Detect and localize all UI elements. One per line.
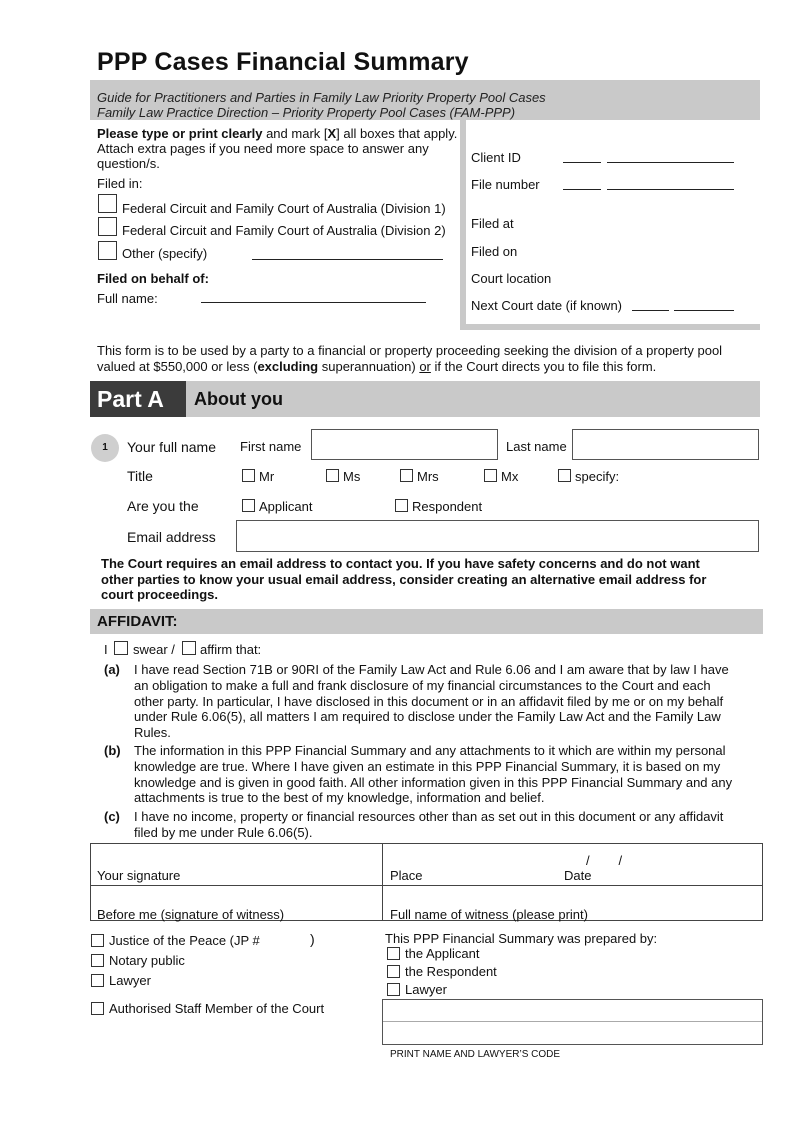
- clause-c-line: I have no income, property or financial resources other than as set out in this document or any affidavit: [134, 809, 724, 824]
- form-use-2a: valued at $550,000 or less (: [97, 359, 258, 374]
- date-label: Date: [564, 868, 592, 883]
- respondent-label: Respondent: [412, 499, 483, 514]
- guide-line-2: Family Law Practice Direction – Priority Property Pool Cases (FAM-PPP): [97, 105, 516, 120]
- email-label: Email address: [127, 529, 216, 545]
- full-name-field[interactable]: [201, 302, 426, 303]
- email-input[interactable]: [236, 520, 759, 552]
- filed-in-other-field[interactable]: [252, 259, 443, 260]
- title-ms-label: Ms: [343, 469, 361, 484]
- next-court-date-field-2[interactable]: [674, 310, 734, 311]
- affirm-label: affirm that:: [200, 642, 262, 657]
- email-note-line-2: other parties to know your usual email address, consider creating an alternative email address for: [101, 571, 707, 587]
- are-you-label: Are you the: [127, 498, 199, 514]
- title-ms-checkbox[interactable]: [326, 469, 339, 482]
- filed-in-label: Filed in:: [97, 176, 143, 191]
- title-mx-label: Mx: [501, 469, 519, 484]
- filed-in-div1-label: Federal Circuit and Family Court of Australia (Division 1): [122, 201, 446, 216]
- client-id-label: Client ID: [471, 150, 521, 165]
- instructions-x: X: [327, 126, 337, 141]
- filed-in-div1-checkbox[interactable]: [98, 194, 117, 213]
- affidavit-bar: [90, 609, 763, 634]
- signature-table-divider: [91, 885, 762, 886]
- file-number-field-1[interactable]: [563, 189, 601, 190]
- filed-on-behalf-label: Filed on behalf of:: [97, 271, 209, 286]
- guide-text: [97, 90, 546, 120]
- form-use-2b: excluding: [257, 359, 319, 374]
- clause-c-line: filed by me under Rule 6.06(5).: [134, 824, 313, 840]
- form-use-2d: or: [419, 359, 431, 374]
- clause-a-letter: (a): [104, 662, 120, 677]
- guide-line-1: Guide for Practitioners and Parties in Family Law Priority Property Pool Cases: [97, 90, 546, 105]
- your-signature-label: Your signature: [97, 868, 181, 883]
- filed-on-label: Filed on: [471, 244, 518, 259]
- prepared-applicant-label: the Applicant: [405, 946, 480, 961]
- client-id-field-1[interactable]: [563, 162, 601, 163]
- form-use-line-2: [97, 359, 722, 375]
- next-court-date-field-1[interactable]: [632, 310, 669, 311]
- clause-c-text: [134, 809, 723, 841]
- full-name-label: Full name:: [97, 291, 158, 306]
- form-use-2e: if the Court directs you to file this form.: [430, 359, 657, 374]
- filed-in-div2-checkbox[interactable]: [98, 217, 117, 236]
- your-full-name-label: Your full name: [127, 439, 216, 455]
- form-use-line-1: This form is to be used by a party to a financial or property proceeding seeking the division of a property pool: [97, 343, 723, 358]
- clause-a-line: under Rule 6.06(5), all matters I am required to disclose under the Family Law Act and the Family Law: [134, 709, 721, 725]
- title-specify-checkbox[interactable]: [558, 469, 571, 482]
- first-name-input[interactable]: [311, 429, 498, 460]
- instructions: [97, 126, 462, 171]
- part-a-bar: [90, 381, 760, 417]
- title-mr-checkbox[interactable]: [242, 469, 255, 482]
- prepared-respondent-label: the Respondent: [405, 964, 497, 979]
- clause-a-line: other party. In particular, I have disclosed in this document or in an affidavit filed by me or on my behalf: [134, 693, 724, 709]
- file-number-label: File number: [471, 177, 540, 192]
- prepared-applicant-checkbox[interactable]: [387, 947, 400, 960]
- title-mx-checkbox[interactable]: [484, 469, 497, 482]
- print-name-box-divider: [383, 1021, 762, 1022]
- filed-in-div2-label: Federal Circuit and Family Court of Australia (Division 2): [122, 223, 446, 238]
- swear-checkbox[interactable]: [114, 641, 128, 655]
- place-label: Place: [390, 868, 423, 883]
- clause-a-line: an obligation to make a full and frank disclosure of my financial circumstances to the Court and each: [134, 677, 711, 693]
- prepared-lawyer-label: Lawyer: [405, 982, 447, 997]
- affidavit-title: AFFIDAVIT:: [97, 613, 178, 630]
- instructions-bold: Please type or print clearly: [97, 126, 263, 141]
- title-specify-label: specify:: [575, 469, 620, 484]
- prepared-lawyer-checkbox[interactable]: [387, 983, 400, 996]
- staff-member-checkbox[interactable]: [91, 1002, 104, 1015]
- title-mrs-label: Mrs: [417, 469, 439, 484]
- clause-b-letter: (b): [104, 743, 121, 758]
- affidavit-i: I: [104, 642, 108, 657]
- next-court-date-label: Next Court date (if known): [471, 298, 623, 313]
- email-note-line-1: The Court requires an email address to contact you. If you have safety concerns and do not want: [101, 556, 700, 571]
- title-label: Title: [127, 468, 153, 484]
- email-note: [101, 556, 706, 603]
- prepared-by-label: This PPP Financial Summary was prepared by:: [385, 931, 658, 946]
- notary-checkbox[interactable]: [91, 954, 104, 967]
- title-mrs-checkbox[interactable]: [400, 469, 413, 482]
- form-use-text: [97, 343, 722, 375]
- jp-checkbox[interactable]: [91, 934, 104, 947]
- question-number: 1: [91, 434, 119, 462]
- clause-b-text: [134, 743, 732, 806]
- applicant-label: Applicant: [259, 499, 313, 514]
- client-id-field-2[interactable]: [607, 162, 734, 163]
- clause-b-line: knowledge are true. Where I have given an estimate in this PPP Financial Summary, it is based on my: [134, 758, 721, 774]
- last-name-label: Last name: [506, 439, 567, 454]
- file-number-field-2[interactable]: [607, 189, 734, 190]
- print-name-box[interactable]: [382, 999, 763, 1045]
- clause-a-text: [134, 662, 729, 741]
- last-name-input[interactable]: [572, 429, 759, 460]
- witness-name-label: Full name of witness (please print): [390, 907, 588, 922]
- applicant-checkbox[interactable]: [242, 499, 255, 512]
- clause-a-line: I have read Section 71B or 90RI of the Family Law Act and Rule 6.06 and I am aware that by law I have: [134, 662, 729, 677]
- page-title: PPP Cases Financial Summary: [97, 48, 469, 76]
- witness-signature-label: Before me (signature of witness): [97, 907, 285, 922]
- lawyer-witness-label: Lawyer: [109, 973, 151, 988]
- clause-b-line: knowledge and is given in good faith. All other information given in this PPP Financial Summary and any: [134, 774, 733, 790]
- clause-c-letter: (c): [104, 809, 120, 824]
- clause-a-line: Rules.: [134, 725, 171, 741]
- lawyer-witness-checkbox[interactable]: [91, 974, 104, 987]
- instructions-end: ] all boxes that apply. Attach extra pages if you need more space to answer any question/s.: [97, 126, 458, 171]
- prepared-respondent-checkbox[interactable]: [387, 965, 400, 978]
- filed-in-other-label: Other (specify): [122, 246, 208, 261]
- first-name-label: First name: [240, 439, 302, 454]
- part-a-label: Part A: [90, 381, 186, 417]
- form-use-2c: superannuation): [318, 359, 420, 374]
- court-location-label: Court location: [471, 271, 552, 286]
- title-mr-label: Mr: [259, 469, 275, 484]
- affirm-checkbox[interactable]: [182, 641, 196, 655]
- print-name-label: PRINT NAME AND LAWYER’S CODE: [390, 1049, 561, 1060]
- respondent-checkbox[interactable]: [395, 499, 408, 512]
- notary-label: Notary public: [109, 953, 185, 968]
- filed-at-label: Filed at: [471, 216, 514, 231]
- jp-close: ): [310, 931, 315, 947]
- filed-in-other-checkbox[interactable]: [98, 241, 117, 260]
- jp-label: Justice of the Peace (JP #: [109, 933, 260, 948]
- signature-table-column: [382, 844, 383, 920]
- instructions-mid: and mark [: [262, 126, 328, 141]
- clause-b-line: attachments is true to the best of my knowledge, information and belief.: [134, 790, 545, 806]
- email-note-line-3: court proceedings.: [101, 587, 219, 602]
- part-a-title: About you: [194, 389, 283, 409]
- clause-b-line: The information in this PPP Financial Summary and any attachments to it which are within my personal: [134, 743, 726, 758]
- date-slashes: / /: [586, 853, 623, 868]
- staff-member-label: Authorised Staff Member of the Court: [109, 1001, 325, 1016]
- swear-label: swear /: [133, 642, 175, 657]
